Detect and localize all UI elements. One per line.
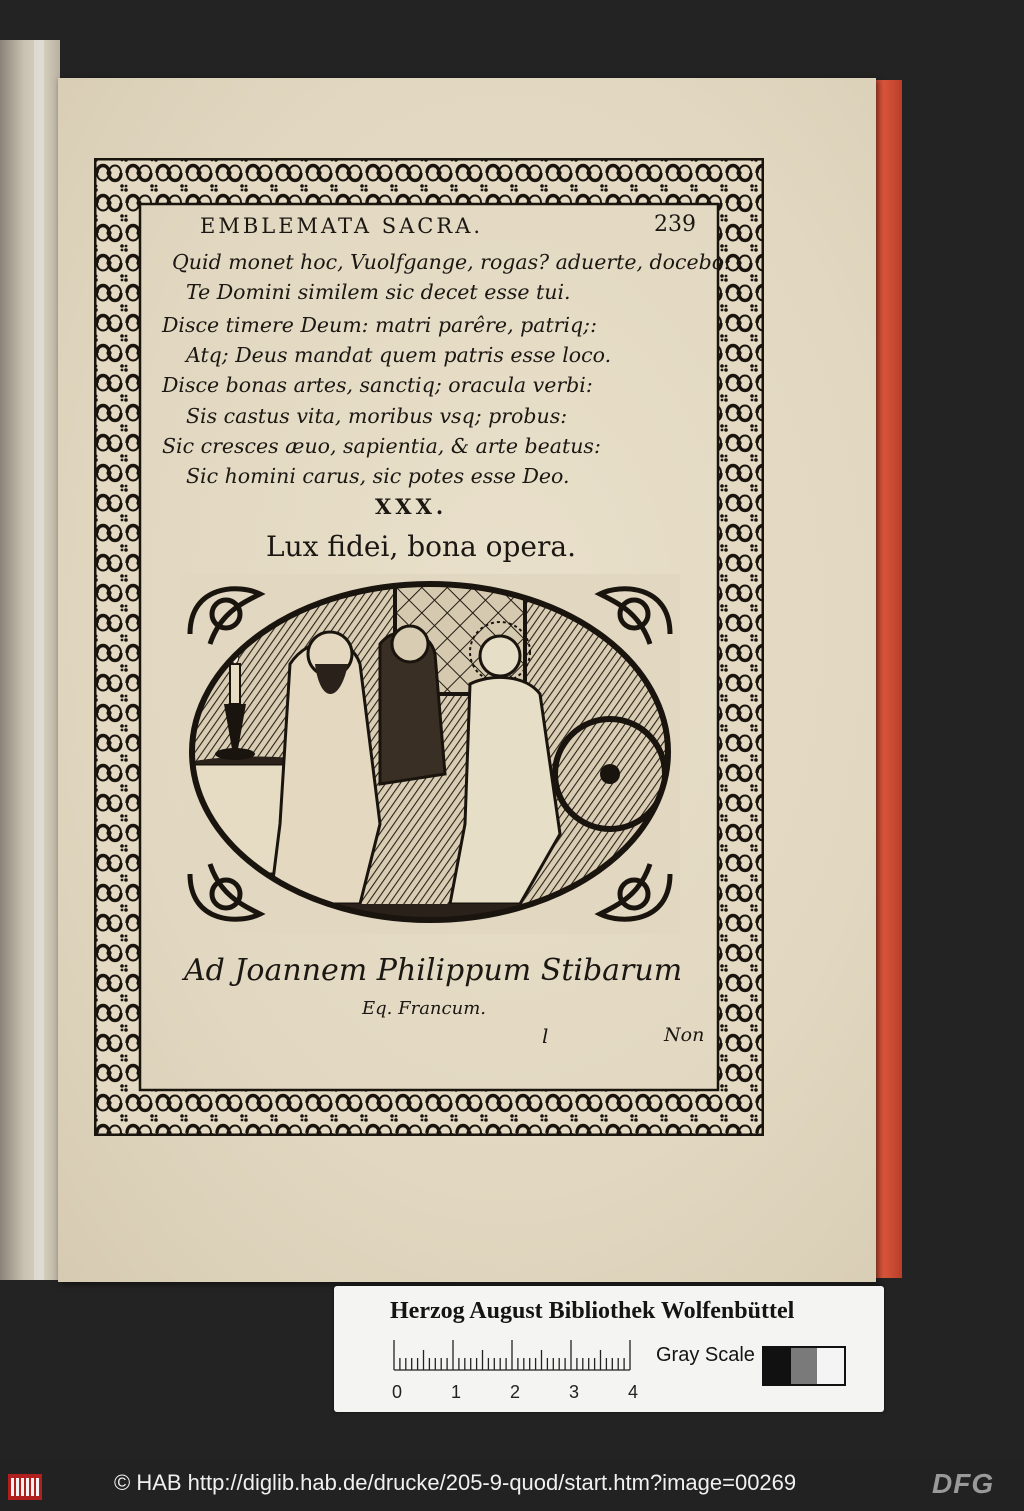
verse-line: Te Domini similem sic decet esse tui.	[186, 280, 571, 304]
gray-swatch-white	[817, 1348, 844, 1384]
verse-line: Sic homini carus, sic potes esse Deo.	[186, 464, 570, 488]
catchword: Non	[664, 1024, 705, 1046]
verse-line: Quid monet hoc, Vuolfgange, rogas? aduerte, docebo:	[172, 250, 731, 274]
library-name: Herzog August Bibliothek Wolfenbüttel	[390, 1298, 795, 1324]
verse-line: Disce timere Deum: matri parêre, patriq;:	[162, 313, 597, 337]
woodcut-illustration	[180, 574, 680, 934]
emblem-number: XXX.	[375, 494, 448, 519]
ruler-number: 3	[569, 1382, 580, 1402]
emblem-motto: Lux fidei, bona opera.	[266, 530, 576, 563]
verse-line: Sis castus vita, moribus vsq; probus:	[186, 404, 568, 428]
running-head: EMBLEMATA SACRA.	[200, 214, 484, 238]
ruler-number: 1	[451, 1382, 462, 1402]
scale-ruler	[390, 1334, 660, 1378]
page-clip-strip	[34, 40, 44, 1280]
verse-line: Sic cresces æuo, sapientia, & arte beatus:	[162, 434, 601, 458]
verse-line: Atq; Deus mandat quem patris esse loco.	[186, 343, 612, 367]
copyright-link[interactable]: © HAB http://diglib.hab.de/drucke/205-9-quod/start.htm?image=00269	[114, 1470, 797, 1495]
gray-scale-label: Gray Scale	[656, 1344, 755, 1366]
signature-mark: l	[542, 1024, 549, 1048]
facing-page-edge	[0, 40, 60, 1280]
color-reference-card	[334, 1286, 884, 1412]
red-page-edge	[872, 80, 902, 1278]
gray-swatch-black	[764, 1348, 791, 1384]
page-number: 239	[654, 212, 696, 237]
ruler-number: 4	[628, 1382, 639, 1402]
ruler-number: 2	[510, 1382, 521, 1402]
hab-logo-icon	[8, 1474, 42, 1500]
dedication-line: Ad Joannem Philippum Stibarum	[184, 953, 683, 988]
dfg-logo: DFG	[932, 1468, 995, 1499]
ruler-number: 0	[392, 1382, 403, 1402]
gray-swatch-mid	[791, 1348, 818, 1384]
dedication-subline: Eq. Francum.	[362, 998, 486, 1019]
gray-scale-swatches	[762, 1346, 846, 1386]
verse-line: Disce bonas artes, sanctiq; oracula verbi:	[162, 373, 593, 397]
